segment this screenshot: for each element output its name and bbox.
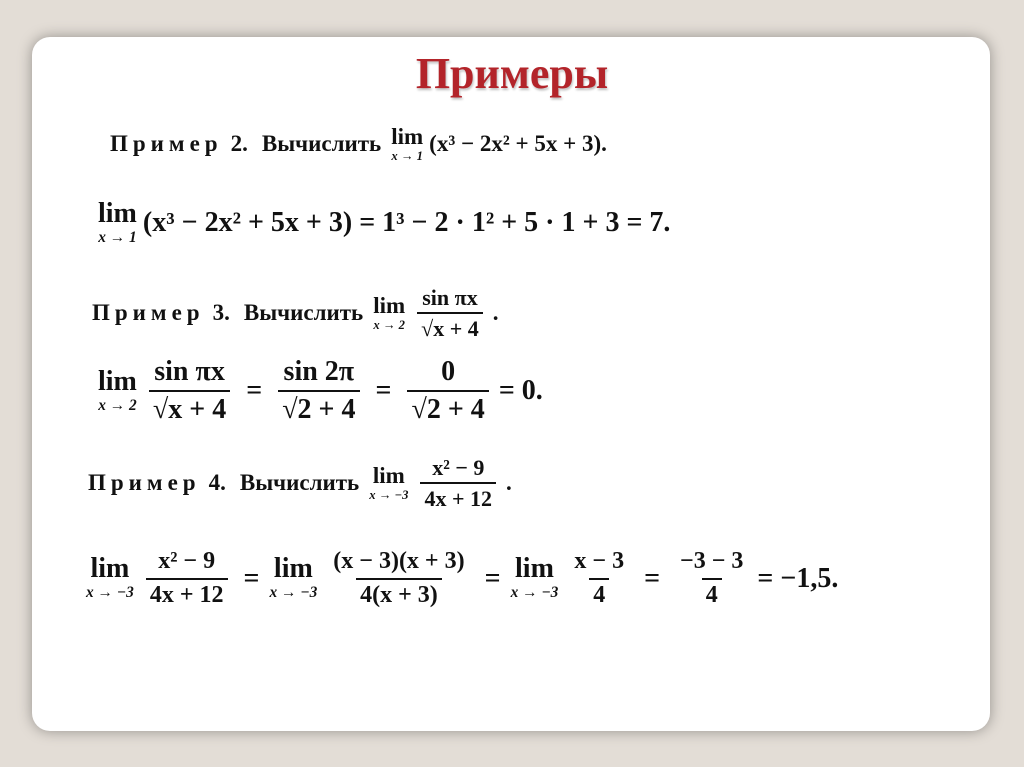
fraction-numerator: x² − 9 bbox=[432, 455, 485, 480]
fraction-denominator: 4(x + 3) bbox=[356, 578, 442, 610]
fraction-numerator: −3 − 3 bbox=[680, 548, 744, 574]
lim-subscript: x → 1 bbox=[98, 229, 137, 246]
example-4-solution bbox=[86, 548, 838, 609]
solution-expression: (x³ − 2x² + 5x + 3) = 1³ − 2 · 1² + 5 · 1 + 3 = 7. bbox=[142, 207, 671, 239]
lim-subscript: x → −3 bbox=[369, 487, 409, 502]
fraction-numerator: 0 bbox=[441, 356, 456, 387]
fraction bbox=[417, 285, 483, 342]
example-2-solution bbox=[98, 200, 670, 247]
fraction bbox=[146, 548, 228, 609]
example-3-solution bbox=[98, 356, 543, 426]
lim-word: lim bbox=[373, 292, 406, 318]
limit-expression: (x³ − 2x² + 5x + 3). bbox=[429, 131, 607, 157]
limit-operator bbox=[98, 365, 137, 415]
example-number: 2. bbox=[230, 131, 248, 157]
period: . bbox=[492, 300, 499, 326]
example-label: Пример bbox=[88, 470, 201, 496]
lim-word: lim bbox=[273, 553, 313, 585]
example-label: Пример bbox=[92, 300, 205, 326]
equals-sign: = bbox=[375, 375, 392, 407]
fraction-denominator: √x + 4 bbox=[417, 312, 483, 341]
lim-subscript: x → −3 bbox=[510, 584, 559, 602]
equals-sign: = bbox=[484, 562, 501, 594]
limit-operator bbox=[511, 555, 559, 602]
example-4-statement bbox=[88, 455, 512, 512]
lim-word: lim bbox=[98, 365, 137, 397]
fraction bbox=[407, 356, 488, 426]
example-2-statement bbox=[110, 125, 607, 164]
fraction-denominator: 4 bbox=[589, 578, 609, 610]
fraction-numerator: (x − 3)(x + 3) bbox=[333, 548, 465, 574]
equals-sign: = bbox=[243, 562, 260, 594]
fraction-numerator: sin πx bbox=[422, 285, 478, 310]
fraction-numerator: x² − 9 bbox=[158, 548, 216, 574]
example-verb: Вычислить bbox=[261, 131, 382, 157]
lim-word: lim bbox=[515, 553, 554, 585]
example-number: 3. bbox=[212, 300, 230, 326]
fraction-denominator: √2 + 4 bbox=[278, 390, 359, 426]
fraction bbox=[278, 356, 359, 426]
fraction-numerator: x − 3 bbox=[574, 548, 625, 574]
example-label: Пример bbox=[110, 131, 223, 157]
lim-word: lim bbox=[98, 198, 137, 229]
fraction-denominator: 4x + 12 bbox=[420, 482, 496, 511]
fraction bbox=[329, 548, 468, 609]
result: = 0. bbox=[498, 375, 543, 407]
fraction-denominator: √x + 4 bbox=[149, 390, 230, 426]
limit-operator bbox=[369, 464, 408, 503]
equals-sign: = bbox=[644, 562, 661, 594]
limit-operator bbox=[391, 125, 423, 164]
limit-operator bbox=[269, 555, 317, 602]
fraction bbox=[570, 548, 628, 609]
example-3-statement bbox=[92, 285, 499, 342]
example-verb: Вычислить bbox=[243, 300, 364, 326]
fraction-denominator: √2 + 4 bbox=[407, 390, 488, 426]
lim-word: lim bbox=[90, 553, 130, 585]
limit-operator bbox=[98, 200, 137, 247]
fraction bbox=[676, 548, 747, 609]
result: = −1,5. bbox=[757, 562, 839, 594]
lim-subscript: x → −3 bbox=[86, 584, 134, 602]
lim-subscript: x → 2 bbox=[373, 317, 405, 332]
page-title: Примеры bbox=[415, 49, 609, 98]
example-number: 4. bbox=[208, 470, 226, 496]
lim-subscript: x → 1 bbox=[391, 149, 423, 163]
fraction bbox=[420, 455, 496, 512]
example-verb: Вычислить bbox=[239, 470, 360, 496]
limit-operator bbox=[373, 294, 405, 333]
lim-subscript: x → −3 bbox=[269, 584, 318, 602]
fraction-denominator: 4 bbox=[702, 578, 722, 610]
period: . bbox=[506, 470, 512, 496]
fraction-numerator: sin 2π bbox=[283, 356, 355, 387]
fraction bbox=[149, 356, 230, 426]
fraction-denominator: 4x + 12 bbox=[146, 578, 228, 610]
lim-word: lim bbox=[372, 462, 405, 488]
fraction-numerator: sin πx bbox=[154, 356, 225, 387]
limit-operator bbox=[86, 555, 134, 602]
lim-word: lim bbox=[391, 124, 424, 149]
lim-subscript: x → 2 bbox=[98, 396, 137, 414]
equals-sign: = bbox=[246, 375, 263, 407]
